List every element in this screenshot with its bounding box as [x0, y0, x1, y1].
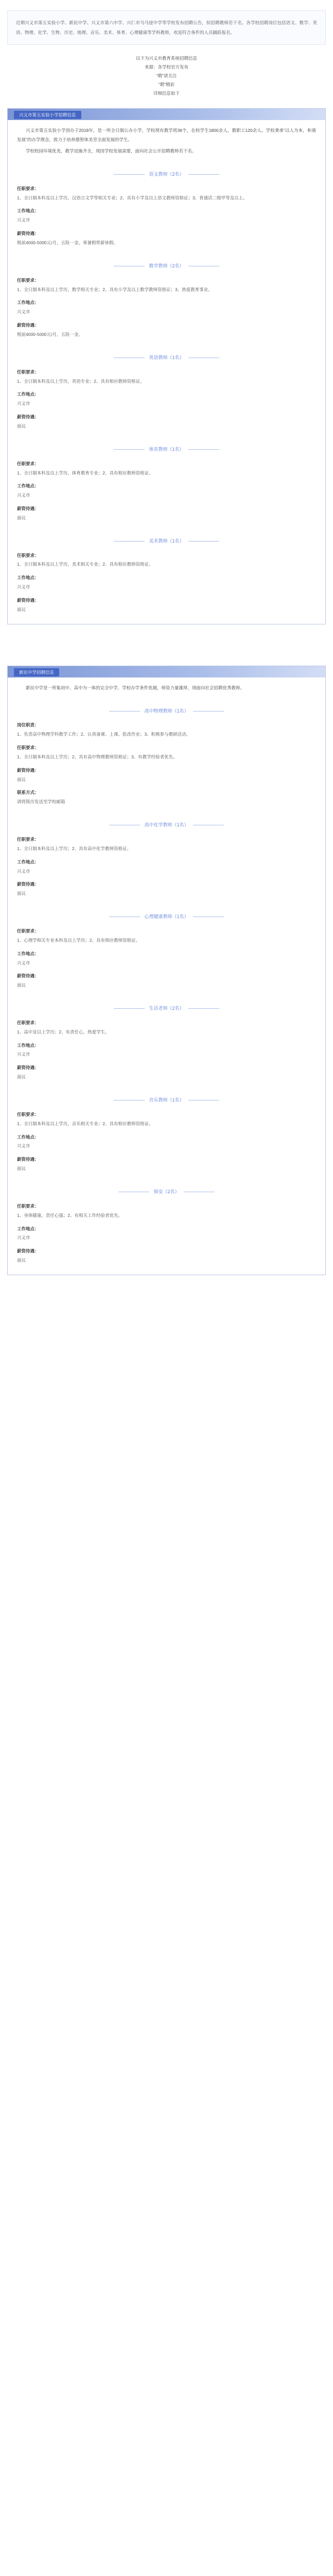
job-title-text: 高中物理教师（1名） [144, 708, 189, 714]
center-line: 以下为兴义市教育系统招聘信息 [135, 56, 197, 61]
job-title [17, 1004, 316, 1013]
field-value: 面议 [17, 982, 26, 988]
card-header [8, 109, 325, 120]
intro-text: 近期兴义市第五实验小学、新民中学、兴义市第六中学、兴仁市马马崖中学等学校发布招聘公告，拟招聘教师若干名。各学校招聘岗位包括语文、数学、英语、物理、化学、生物、历史、地理、音乐、美术、体育、心理健康等学科教师，欢迎符合条件的人员踊跃报名。 [16, 20, 317, 35]
field-value: 兴义市 [17, 584, 30, 590]
field-heading: 工作地点： [17, 859, 39, 865]
field-heading: 薪资待遇： [17, 1248, 39, 1254]
field-value: 1、全日制本科及以上学历，音乐相关专业；2、具有相应教师资格证。 [17, 1121, 153, 1126]
card-tag: 兴义市第五实验小学招聘信息 [14, 111, 81, 119]
field-value: 1、全日制本科及以上学历；2、具有高中化学教师资格证。 [17, 845, 131, 851]
field-value: 面议 [17, 1258, 26, 1263]
field-heading: 薪资待遇： [17, 506, 39, 512]
field-value: 兴义市 [17, 401, 30, 406]
field-heading: 任职要求： [17, 1020, 39, 1025]
field-value: 1、负责高中物理学科教学工作；2、认真备课、上课、批改作业；3、积极参与教研活动。 [17, 732, 191, 737]
field-heading: 任职要求： [17, 1111, 39, 1117]
field-value: 税前4000-5000元/月，五险一金，寒暑假带薪休假。 [17, 240, 118, 246]
field-heading: 联系方式： [17, 790, 39, 795]
job-title [17, 353, 316, 363]
job-title [17, 912, 316, 922]
field-value: 面议 [17, 776, 26, 782]
field-value: 面议 [17, 423, 26, 429]
field-value: 面议 [17, 606, 26, 612]
field-heading: 任职要求： [17, 745, 39, 751]
center-line: 详细信息如下 [153, 91, 180, 96]
field-heading: 任职要求： [17, 837, 39, 842]
field-heading: 岗位职责： [17, 722, 39, 728]
field-heading: 工作地点： [17, 575, 39, 581]
job-title-text: 音乐教师（1名） [149, 1097, 184, 1103]
field-heading: 任职要求： [17, 928, 39, 934]
field-heading: 任职要求： [17, 369, 39, 375]
job-title [17, 1095, 316, 1105]
divider-line [114, 449, 145, 450]
company-card-2 [7, 666, 326, 1275]
job-title-text: 高中化学教师（1名） [144, 822, 189, 828]
field-value: 面议 [17, 891, 26, 896]
field-value: 兴义市 [17, 217, 30, 223]
card-body [8, 677, 325, 1275]
field-value: 兴义市 [17, 493, 30, 498]
field-heading: 工作地点： [17, 208, 39, 214]
company-paragraph: 兴义市第五实验小学创办于2018年，是一所全日制公办小学，学校现有教学班36个，在校学生1800余人，教职工120余人。学校秉承“以人为本，和谐发展”的办学理念，致力于培养德智体美劳全面发展的学生。 [17, 128, 316, 143]
field-value: 兴义市 [17, 1052, 30, 1057]
card-header [8, 666, 325, 677]
field-value: 请将简历发送至学校邮箱 [17, 799, 65, 805]
card-body [8, 120, 325, 623]
job-title-text: 美术教师（1名） [149, 538, 184, 544]
field-value: 1、全日制本科及以上学历，汉语言文学等相关专业；2、具有小学及以上语文教师资格证；3、普通话二级甲等及以上。 [17, 195, 248, 200]
field-heading: 任职要求： [17, 1203, 39, 1209]
field-heading: 任职要求： [17, 185, 39, 191]
field-value: 兴义市 [17, 1235, 30, 1241]
job-title-text: 生活老师（2名） [149, 1006, 184, 1011]
field-heading: 工作地点： [17, 392, 39, 397]
field-heading: 薪资待遇： [17, 597, 39, 603]
center-line: 来源：各学校官方发布 [144, 64, 188, 70]
field-value: 1、全日制本科及以上学历，英语专业；2、具有相应教师资格证。 [17, 378, 145, 384]
card-tag: 新民中学招聘信息 [14, 668, 59, 676]
field-value: 兴义市 [17, 960, 30, 965]
center-lines [0, 54, 333, 98]
job-title-text: 数学教师（2名） [149, 263, 184, 268]
field-heading: 薪资待遇： [17, 231, 39, 236]
field-value: 1、身体健康，责任心强；2、有相关工作经验者优先。 [17, 1212, 122, 1218]
field-heading: 薪资待遇： [17, 414, 39, 420]
field-value: 兴义市 [17, 309, 30, 315]
field-value: 1、全日制本科及以上学历，美术相关专业；2、具有相应教师资格证。 [17, 562, 153, 567]
job-title-text: 心理健康教师（1名） [144, 914, 189, 920]
field-value: 兴义市 [17, 868, 30, 874]
company-paragraph: 新民中学是一所集初中、高中为一体的完全中学，学校办学条件优越，师资力量雄厚，现面向社会招聘优秀教师。 [26, 685, 245, 690]
field-value: 1、心理学相关专业本科及以上学历；2、具有相应教师资格证。 [17, 937, 140, 943]
divider-line [114, 174, 145, 175]
field-value: 1、全日制本科及以上学历，数学相关专业；2、具有小学及以上数学教师资格证；3、热爱教育事业。 [17, 286, 213, 292]
company-card-1 [7, 108, 326, 624]
field-heading: 薪资待遇： [17, 1065, 39, 1071]
intro-box [7, 10, 326, 45]
company-paragraph: 学校校园环境优美，教学设施齐全，现因学校发展需要，面向社会公开招聘教师若干名。 [26, 148, 197, 154]
field-value: 税前4000-5000元/月，五险一金。 [17, 331, 83, 337]
field-heading: 工作地点： [17, 951, 39, 956]
field-heading: 任职要求： [17, 461, 39, 466]
job-title-text: 语文教师（2名） [149, 171, 184, 177]
job-title [17, 170, 316, 179]
field-heading: 薪资待遇： [17, 882, 39, 887]
field-heading: 薪资待遇： [17, 767, 39, 773]
job-title [17, 261, 316, 271]
field-value: 1、全日制本科及以上学历，体育教育专业；2、具有相应教师资格证。 [17, 470, 153, 476]
field-value: 兴义市 [17, 1143, 30, 1149]
job-title-text: 体育教师（1名） [149, 446, 184, 452]
divider-line [114, 1008, 145, 1009]
field-value: 面议 [17, 515, 26, 520]
field-heading: 工作地点： [17, 483, 39, 489]
field-heading: 薪资待遇： [17, 973, 39, 979]
field-value: 1、高中及以上学历；2、有责任心，热爱学生。 [17, 1029, 110, 1035]
field-heading: 任职要求： [17, 552, 39, 558]
job-title-text: 英语教师（1名） [149, 354, 184, 360]
divider-line [188, 1008, 219, 1009]
divider-line [188, 449, 219, 450]
field-value: 1、全日制本科及以上学历；2、具有高中物理教师资格证；3、有教学经验者优先。 [17, 754, 178, 759]
center-line: “聘”请关注 [156, 73, 177, 79]
field-value: 面议 [17, 1074, 26, 1080]
center-line: “聘”精彩 [158, 82, 175, 88]
job-title-text: 保安（2名） [153, 1189, 180, 1194]
field-heading: 工作地点： [17, 1042, 39, 1048]
job-title [17, 820, 316, 830]
field-heading: 工作地点： [17, 300, 39, 306]
divider-line [188, 174, 219, 175]
field-heading: 工作地点： [17, 1226, 39, 1231]
job-title [17, 1187, 316, 1197]
field-heading: 任职要求： [17, 277, 39, 283]
field-heading: 薪资待遇： [17, 1157, 39, 1162]
field-heading: 薪资待遇： [17, 323, 39, 328]
field-heading: 工作地点： [17, 1134, 39, 1140]
job-title [17, 706, 316, 716]
job-title [17, 445, 316, 454]
job-title [17, 536, 316, 546]
field-value: 面议 [17, 1166, 26, 1172]
